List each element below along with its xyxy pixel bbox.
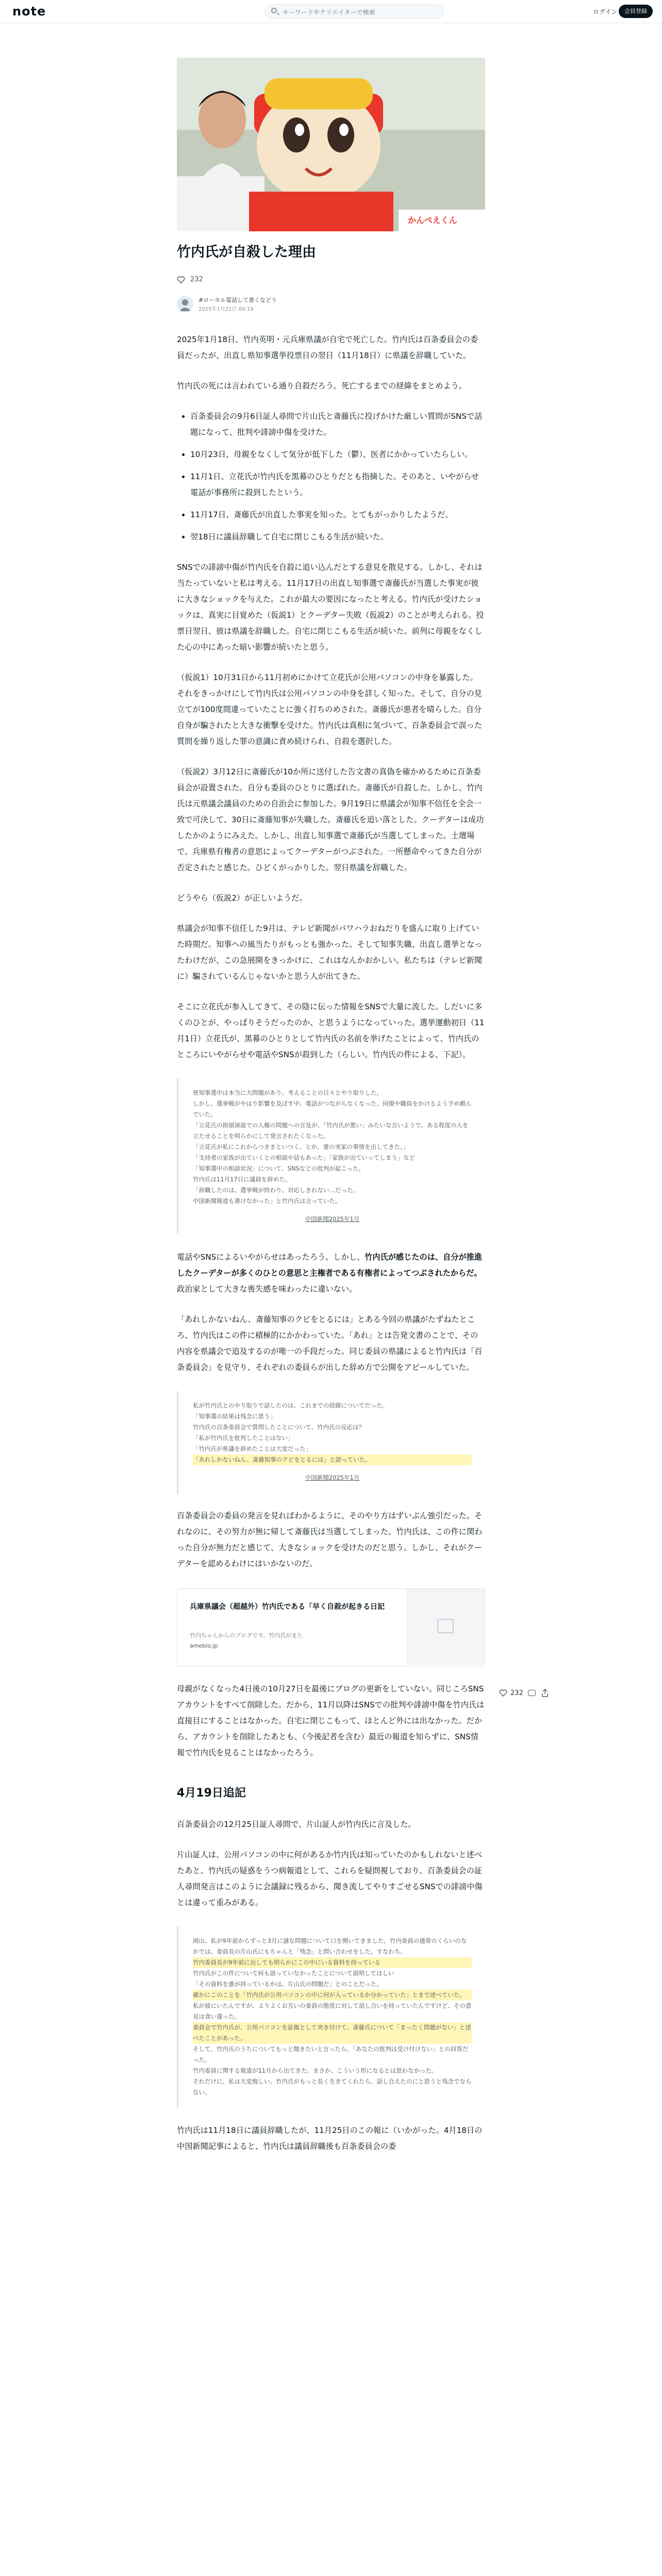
quote-line: 竹内氏は11月17日に議員を辞めた。 xyxy=(193,1176,291,1183)
paragraph: 県議会が知事不信任した9月は、テレビ新聞がパワハラおねだりを盛んに取り上げていた時期だ。知事への風当たりがもっとも強かった。そして知事失職、出直し選挙となったわけだが、この急展開をきっかけに、これはなんかおかしい。私たちは（テレビ新聞に）騙されているんじゃないかと思う人が出てきた。 xyxy=(177,924,483,981)
paragraph: 片山証人は、公用パソコンの中に何があるか竹内氏は知っていたのかもしれないと述べたあと、竹内氏の疑惑をうつ病報道として、これらを疑問視しており、百条委員会の証人尋問発言はこのように会議録に残るから、聞き流してやりすごせるSNSでの誹謗中傷とは違って重みがある。 xyxy=(177,1850,483,1907)
search-icon xyxy=(271,8,277,13)
article xyxy=(177,242,485,2155)
heart-icon[interactable] xyxy=(499,1689,507,1697)
hero-sign-text: かんぺえくん xyxy=(408,215,457,225)
login-link[interactable]: ログイン xyxy=(593,8,618,15)
list-item: • 11月1日、立花氏が竹内氏を黒幕のひとりだとも指摘した。そのあと、いやがらせ電話が事務所に殺到したという。 xyxy=(190,469,485,501)
hero-photo xyxy=(177,58,485,231)
quote-source-link[interactable]: 中国新聞2025年1月 xyxy=(305,1215,360,1223)
quote-line: 私が竹内氏とのやり取りで話したのは、これまでの経緯についてだった。 xyxy=(193,1402,389,1409)
quote-line: 「知事選の結果は残念に思う」 xyxy=(193,1413,276,1420)
quote-line: 「知事選中の相談状況」について、SNSなどの批判が起こった。 xyxy=(193,1165,365,1172)
text-span: 政治家として大きな喪失感を味わったに違いない。 xyxy=(177,1284,357,1294)
timeline-list xyxy=(177,409,485,545)
like-area xyxy=(177,275,485,285)
blockquote xyxy=(177,1926,485,2108)
quote-line: 竹内氏がこの件について何も語っていなかったことについて説明してほしい xyxy=(193,1970,394,1977)
quote-line: しかし、選挙戦がやはり影響を及ぼす中、電話がつながらなくなった。同僚や職員をかけるよう予め頼んでいた。 xyxy=(193,1100,472,1118)
site-header xyxy=(0,0,662,23)
paragraph: そこに立花氏が参入してきて、その陰に伝った情報をSNSで大量に流した。しだいに多くのひとが、やっぱりそうだったのか、と思うようになっていった。選挙運動初日（11月1日）立花氏が、黒幕のひとりとして竹内氏の名前を挙げたことによって、竹内氏のところにいやがらせや電話やSNSが殺到した（らしい。竹内氏の件による、下記）。 xyxy=(177,1002,485,1059)
link-card-title[interactable]: 兵庫県議会（超越外）竹内氏である「早く自殺が起きる日記 xyxy=(190,1603,385,1611)
link-card-description: 竹内ちゃんからのブログです。竹内氏がまた xyxy=(190,1632,303,1639)
paragraph: SNSでの誹謗中傷が竹内氏を自殺に追い込んだとする意見を散見する。しかし、それは当たっていないと私は考える。11月17日の出直し知事選で斎藤氏が当選した事実が彼に大きなショックを与えた。これが最大の要因になったと考える。竹内氏が受けたショックは、真実に目覚めた（仮説1）とクーデター失敗（仮説2）のことが考えられる。投票日翌日、彼は県議を辞職した。自宅に閉じこもる生活が続いた。前列に母親をなくした心の中にあった暗い影響が続いたと思う。 xyxy=(177,563,484,652)
quote-line: 中国新聞報道も書けなかった」と竹内氏は言っていた。 xyxy=(193,1197,341,1205)
section-heading: 4月19日追記 xyxy=(177,1787,246,1800)
heart-icon[interactable] xyxy=(177,276,185,284)
blockquote xyxy=(177,1391,485,1494)
article-title: 竹内氏が自殺した理由 xyxy=(177,244,316,260)
quote-line: 「私が竹内氏を批判したことはない」 xyxy=(193,1434,294,1442)
paragraph: 「あれしかないねん、斎藤知事のクビをとるには」とある今回の県議がたずねたところ、竹内氏はこの件に積極的にかかわっていた。「あれ」とは告発文書のことで、その内容を県議会で追及するのが唯一の手段だった。同じ委員の県議によると竹内氏は「百条委員会」を見守り、それぞれの委員らが出した辞め方で公開をアピールしていた。 xyxy=(177,1315,483,1372)
link-card[interactable] xyxy=(177,1588,485,1667)
paragraph: 母親がなくなった4日後の10月27日を最後にブログの更新をしていない。同じころSNSアカウントをすべて削除した。だから、11月以降はSNSでの批判や誹謗中傷を竹内氏は直接目にすることはなかった。自宅に閉じこもって、ほとんど外には出なかった。だから、アカウントを削除したあとも、（今後記者を含む）最近の報道を知らずに、SNS情報で竹内氏を見ることはなかったろう。 xyxy=(177,1684,485,1757)
paragraph: 百条委員会の委員の発言を見ればわかるように、そのやり方はずいぶん強引だった。それなのに、その努力が無に帰して斎藤氏は当選してしまった。竹内氏は、この件に関わった自分が無力だと感じて、大きなショックを受けたのだと思う。しかし、それがクーデターを認めるわけにはいかないのだ。 xyxy=(177,1511,483,1568)
quote-line highlighted: 竹内委員長が9年前に出しても明らかにこの中にいる資料を持っている xyxy=(193,1957,472,1968)
quote-line: 竹内委員に関する報道が11月から出てきた。まさか、こういう形になるとは思わなかった。 xyxy=(193,2067,438,2074)
paragraph: （仮説1）10月31日から11月初めにかけて立花氏が公用パソコンの中身を暴露した。それをきっかけにして竹内氏は公用パソコンの中身を詳しく知った。そして、自分の見立てが100度間違っていたことに強く打ちのめされた。斎藤氏が悪者を晴らした。自分自身が騙されたと大きな衝撃を受けた。竹内氏は真相に気づいて、百条委員会で誤った質問を繰り返した罪の意識に責め続けられ、自殺を選択した。 xyxy=(177,673,483,746)
publish-date: 2025年1月21日 00:19 xyxy=(198,307,254,312)
author-avatar[interactable] xyxy=(177,296,193,312)
author-block[interactable] xyxy=(177,294,485,314)
link-card-thumbnail xyxy=(407,1589,485,1665)
quote-line: そして、竹内氏のうちについてもっと聞きたいと言ったら、「あなたの批判は受け付けない」との回答だった。 xyxy=(193,2045,469,2063)
quote-line highlighted: 「あれしかないねん、斎藤知事のクビをとるには」と語っていた。 xyxy=(193,1454,472,1465)
paragraph-summary: 竹内氏の死には言われている通り自殺だろう。死亡するまでの経緯をまとめよう。 xyxy=(177,381,467,391)
list-item: • 翌18日に議員辞職して自宅に閉じこもる生活が続いた。 xyxy=(190,529,485,545)
quote-line highlighted: 確かにこのことを「竹内氏が公用パソコンの中に何が入っているか分かっていた」とまで述べていた。 xyxy=(193,1990,472,2001)
author-name[interactable]: #ローカル電話して書くなどう xyxy=(198,297,277,303)
paragraph-emphasis xyxy=(177,1249,485,1297)
search-input[interactable] xyxy=(282,7,438,18)
list-item: • 11月17日、斎藤氏が出直した事実を知った。とてもがっかりしたようだ。 xyxy=(190,507,485,523)
quote-line: 県知事選中は本当に大問題があり、考えることの日々とやり取りした。 xyxy=(193,1089,383,1096)
search-box[interactable] xyxy=(264,4,444,19)
note-logo[interactable]: note xyxy=(12,4,46,19)
quote-line highlighted: 委員会で竹内氏が、公用パソコンを証拠として突き付けて、斎藤氏について「まったく問題がない」と述べたことがあった。 xyxy=(193,2022,472,2044)
quote-line: 「その資料を誰が持っているかは、片山氏の問題だ」とのことだった。 xyxy=(193,1980,383,1988)
list-item: • 10月23日、母親をなくして気分が低下した（鬱）、医者にかかっていたらしい。 xyxy=(190,447,485,463)
text-span: 電話やSNSによるいやがらせはあったろう。しかし、 xyxy=(177,1252,365,1262)
quote-line: 私が彼にいたんですが、よりよくお互いの委員の態度に対して話し合いを持っていたんですけど、その意見は食い違った。 xyxy=(193,2002,472,2020)
blockquote xyxy=(177,1078,485,1235)
quote-line: 「立花氏の街頭演説での人権の問題への言及が、「竹内氏が悪い」みたいな言いようで、ある程度の人を立たせることを明らかにして発言されたくなった。 xyxy=(193,1122,469,1140)
quote-line: 岡山、私が9年前からずっと3月に謎な問題について口を開いてきました。竹内委員の通常のくらいのなかでは、委員長の片山氏にもちゃんと「残念」と問い合わせをした。すなわち、 xyxy=(193,1937,467,1955)
quote-line: 「支持者の家族が出ていくとの相談や話もあった」「家族が出ていってしまう」など xyxy=(193,1154,416,1161)
paragraph: （仮説2）3月12日に斎藤氏が10か所に送付した告文書の真偽を確かめるために百条委員会が設置された。自分も委員のひとりに選ばれた。斎藤氏が自殺した。しかし、竹内氏は元県議会議員のための自治会に参加した。9月19日に県議会が知事不信任を全会一致で可決して、30日に斎藤知事が失職した。斎藤氏を追い落とした。クーデターは成功したかのようにみえた。しかし、出直し知事選で斎藤氏が当選してしまった。土壇場で、兵庫県有権者の意思によってクーデターがつぶされた。一所懸命やってきた自分が否定されたと感じた。ひどくがっかりした。翌日県議を辞職した。 xyxy=(177,767,484,872)
quote-line: 「立花氏が私にこれからつきまといつく、とか、妻の実家の事情を出してきた。」 xyxy=(193,1143,409,1150)
paragraph: どうやら（仮説2）が正しいようだ。 xyxy=(177,893,307,903)
like-count: 232 xyxy=(510,1689,523,1697)
quote-line: 「辞職したのは、選挙戦が終わり、対応しきれない…だった。 xyxy=(193,1187,359,1194)
quote-line: 「竹内氏が県議を辞めたことは大変だった」 xyxy=(193,1445,311,1452)
share-icon[interactable] xyxy=(541,1689,549,1697)
paragraph: 竹内氏は11月18日に議員辞職したが、11月25日のこの報に（いかがった。4月18日の中国新聞記事によると、竹内氏は議員辞職後も百条委員会の委 xyxy=(177,2126,483,2151)
avatar-icon xyxy=(177,296,193,312)
floating-actions xyxy=(499,1688,551,1700)
list-item: • 百条委員会の9月6日証人尋問で片山氏と斎藤氏に投げかけた厳しい質問がSNSで話題になって、批判や誹謗中傷を受けた。 xyxy=(190,409,485,440)
bold-text: 竹内氏が感じたのは、自分が推進したクーデターが多くのひとの意思と主権者である有権者によってつぶされたからだ。 xyxy=(177,1252,482,1278)
like-count: 232 xyxy=(190,276,203,283)
paragraph: 百条委員会の12月25日証人尋問で、片山証人が竹内氏に言及した。 xyxy=(177,1820,416,1829)
paragraph-intro: 2025年1月18日、竹内英明・元兵庫県議が自宅で死亡した。竹内氏は百条委員会の委員だったが、出直し県知事選挙投票日の翌日（11月18日）に県議を辞職していた。 xyxy=(177,335,478,360)
hero-image xyxy=(177,58,485,231)
quote-line: 竹内氏の百条委員会で質問したことについて、竹内氏の反応は？ xyxy=(193,1423,365,1431)
link-card-domain: ameblo.jp xyxy=(190,1642,218,1649)
quote-source-link[interactable]: 中国新聞2025年1月 xyxy=(305,1474,360,1481)
comment-icon[interactable] xyxy=(528,1690,536,1696)
image-placeholder-icon xyxy=(437,1619,454,1633)
signup-button[interactable]: 会員登録 xyxy=(619,5,653,18)
quote-line: それだけに、私は大変悔しい。竹内氏がもっと長く生きてくれたら、話し合えたのにと思うと残念でならない。 xyxy=(193,2078,472,2096)
